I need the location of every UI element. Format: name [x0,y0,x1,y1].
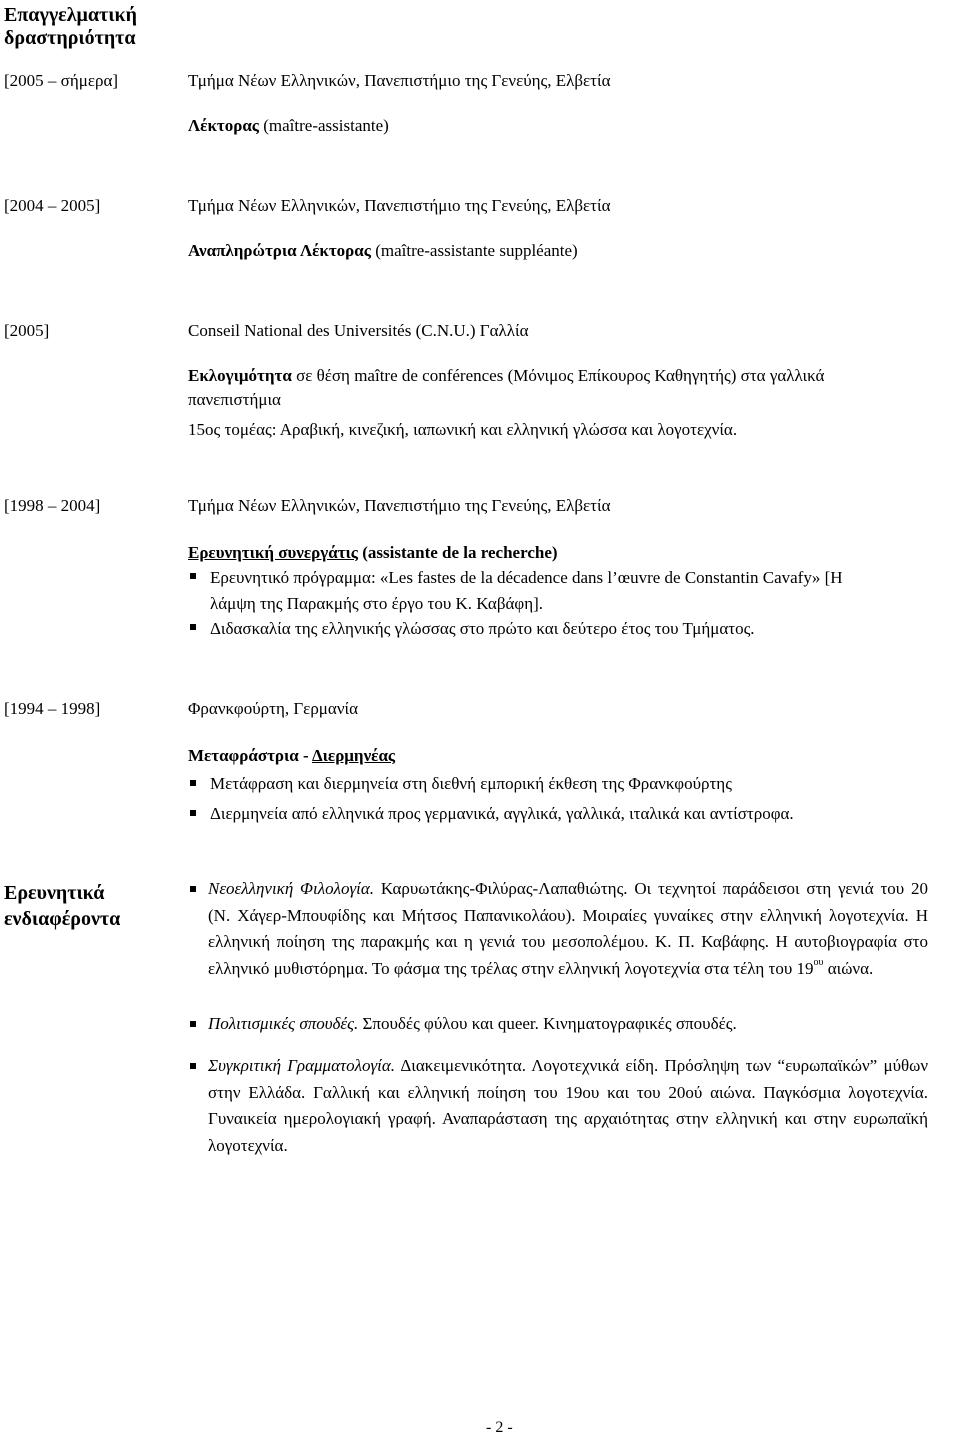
research-item [208,1011,928,1038]
research-item-text: Διακειμενικότητα. Λογοτεχνικά είδη. Πρόσληψη των “ευρωπαϊκών” μύθων στην Ελλάδα. Γαλλική και ελληνική ποίηση του 19ου και του 20ού αιώνα. Παγκόσμια λογοτεχνία. Γυναικεία ημερολογιακή γραφή. Αναπαράσταση της αρχαιότητας στην ελληνική και στην ευρωπαϊκή λογοτεχνία. [208,1056,928,1155]
entry-role [188,366,824,386]
role-title-second: Διερμηνέας [312,746,396,765]
role-note-line2: πανεπιστήμια [188,390,281,409]
research-item-lead: Πολιτισμικές σπουδές. [208,1014,359,1033]
role-note: (assistante de la recherche) [357,543,558,562]
bullet-icon [190,886,196,892]
bullet-icon [190,810,196,816]
list-item: Διερμηνεία από ελληνικά προς γερμανικά, αγγλικά, γαλλικά, ιταλικά και αντίστροφα. [210,804,794,823]
role-title: Εκλογιμότητα [188,366,292,385]
list-item-continuation: λάμψη της Παρακμής στο έργο του Κ. Καβάφη]. [210,594,544,613]
entry-period: [2005 – σήμερα] [4,71,119,90]
list-item: Μετάφραση και διερμηνεία στη διεθνή εμπορική έκθεση της Φρανκφούρτης [210,774,732,793]
entry-period: [2005] [4,321,50,340]
entry-period: [2004 – 2005] [4,196,101,215]
research-item [208,876,928,982]
research-item-lead: Συγκριτική Γραμματολογία. [208,1056,396,1075]
research-item-sup: ου [813,957,824,969]
entry-place: Τμήμα Νέων Ελληνικών, Πανεπιστήμιο της Γενεύης, Ελβετία [188,196,611,215]
entry-place: Φρανκφούρτη, Γερμανία [188,699,358,718]
bullet-icon [190,780,196,786]
research-item-text: Καρυωτάκης-Φιλύρας-Λαπαθιώτης. Οι τεχνητοί παράδεισοι στη γενιά του 20 (Ν. Χάγερ-Μπουφίδης και Μήτσος Παπανικολάου). Μοιραίες γυναίκες στην ελληνική λογοτεχνία. Η ελληνική ποίηση της παρακμής και η γενιά του μεσοπολέμου. Κ. Π. Καβάφης. Η αυτοβιογραφία στο ελληνικό μυθιστόρημα. Το φάσμα της τρέλας στην ελληνική λογοτεχνία στα τέλη του 19 [208,879,928,978]
entry-period: [1998 – 2004] [4,496,101,515]
entry-role [188,543,558,563]
research-item-text: Σπουδές φύλου και queer. Κινηματογραφικές σπουδές. [358,1014,737,1033]
entry-period: [1994 – 1998] [4,699,101,718]
entry-role [188,746,395,766]
list-item: Ερευνητικό πρόγραμμα: «Les fastes de la décadence dans l’œuvre de Constantin Cavafy» [Η [210,568,843,587]
role-title: Λέκτορας [188,116,259,135]
role-note: (maître-assistante suppléante) [370,241,578,260]
role-title: Μεταφράστρια - [188,746,312,765]
entry-place: Τμήμα Νέων Ελληνικών, Πανεπιστήμιο της Γενεύης, Ελβετία [188,71,611,90]
bullet-icon [190,1021,196,1027]
bullet-icon [190,624,196,630]
bullet-icon [190,573,196,579]
research-item [208,1053,928,1159]
entry-place: Τμήμα Νέων Ελληνικών, Πανεπιστήμιο της Γενεύης, Ελβετία [188,496,611,515]
research-item-lead: Νεοελληνική Φιλολογία. [208,879,375,898]
entry-extra: 15ος τομέας: Αραβική, κινεζική, ιαπωνική και ελληνική γλώσσα και λογοτεχνία. [188,420,738,439]
section-title-research-line1: Ερευνητικά [4,882,105,904]
role-title: Ερευνητική συνεργάτις [188,543,358,562]
entry-role [188,116,389,136]
research-item-tail: αιώνα. [823,958,874,978]
page-number: - 2 - [486,1419,513,1436]
entry-place: Conseil National des Universités (C.N.U.) Γαλλία [188,321,529,340]
bullet-icon [190,1063,196,1069]
list-item: Διδασκαλία της ελληνικής γλώσσας στο πρώτο και δεύτερο έτος του Τμήματος. [210,619,755,638]
section-title-professional-line2: δραστηριότητα [4,27,136,49]
entry-role [188,241,578,261]
section-title-research-line2: ενδιαφέροντα [4,908,121,930]
section-title-professional-line1: Επαγγελματική [4,4,137,26]
role-note: (maître-assistante) [258,116,389,135]
role-title: Αναπληρώτρια Λέκτορας [188,241,371,260]
role-note: σε θέση maître de conférences (Μόνιμος Επίκουρος Καθηγητής) στα γαλλικά [291,366,825,385]
